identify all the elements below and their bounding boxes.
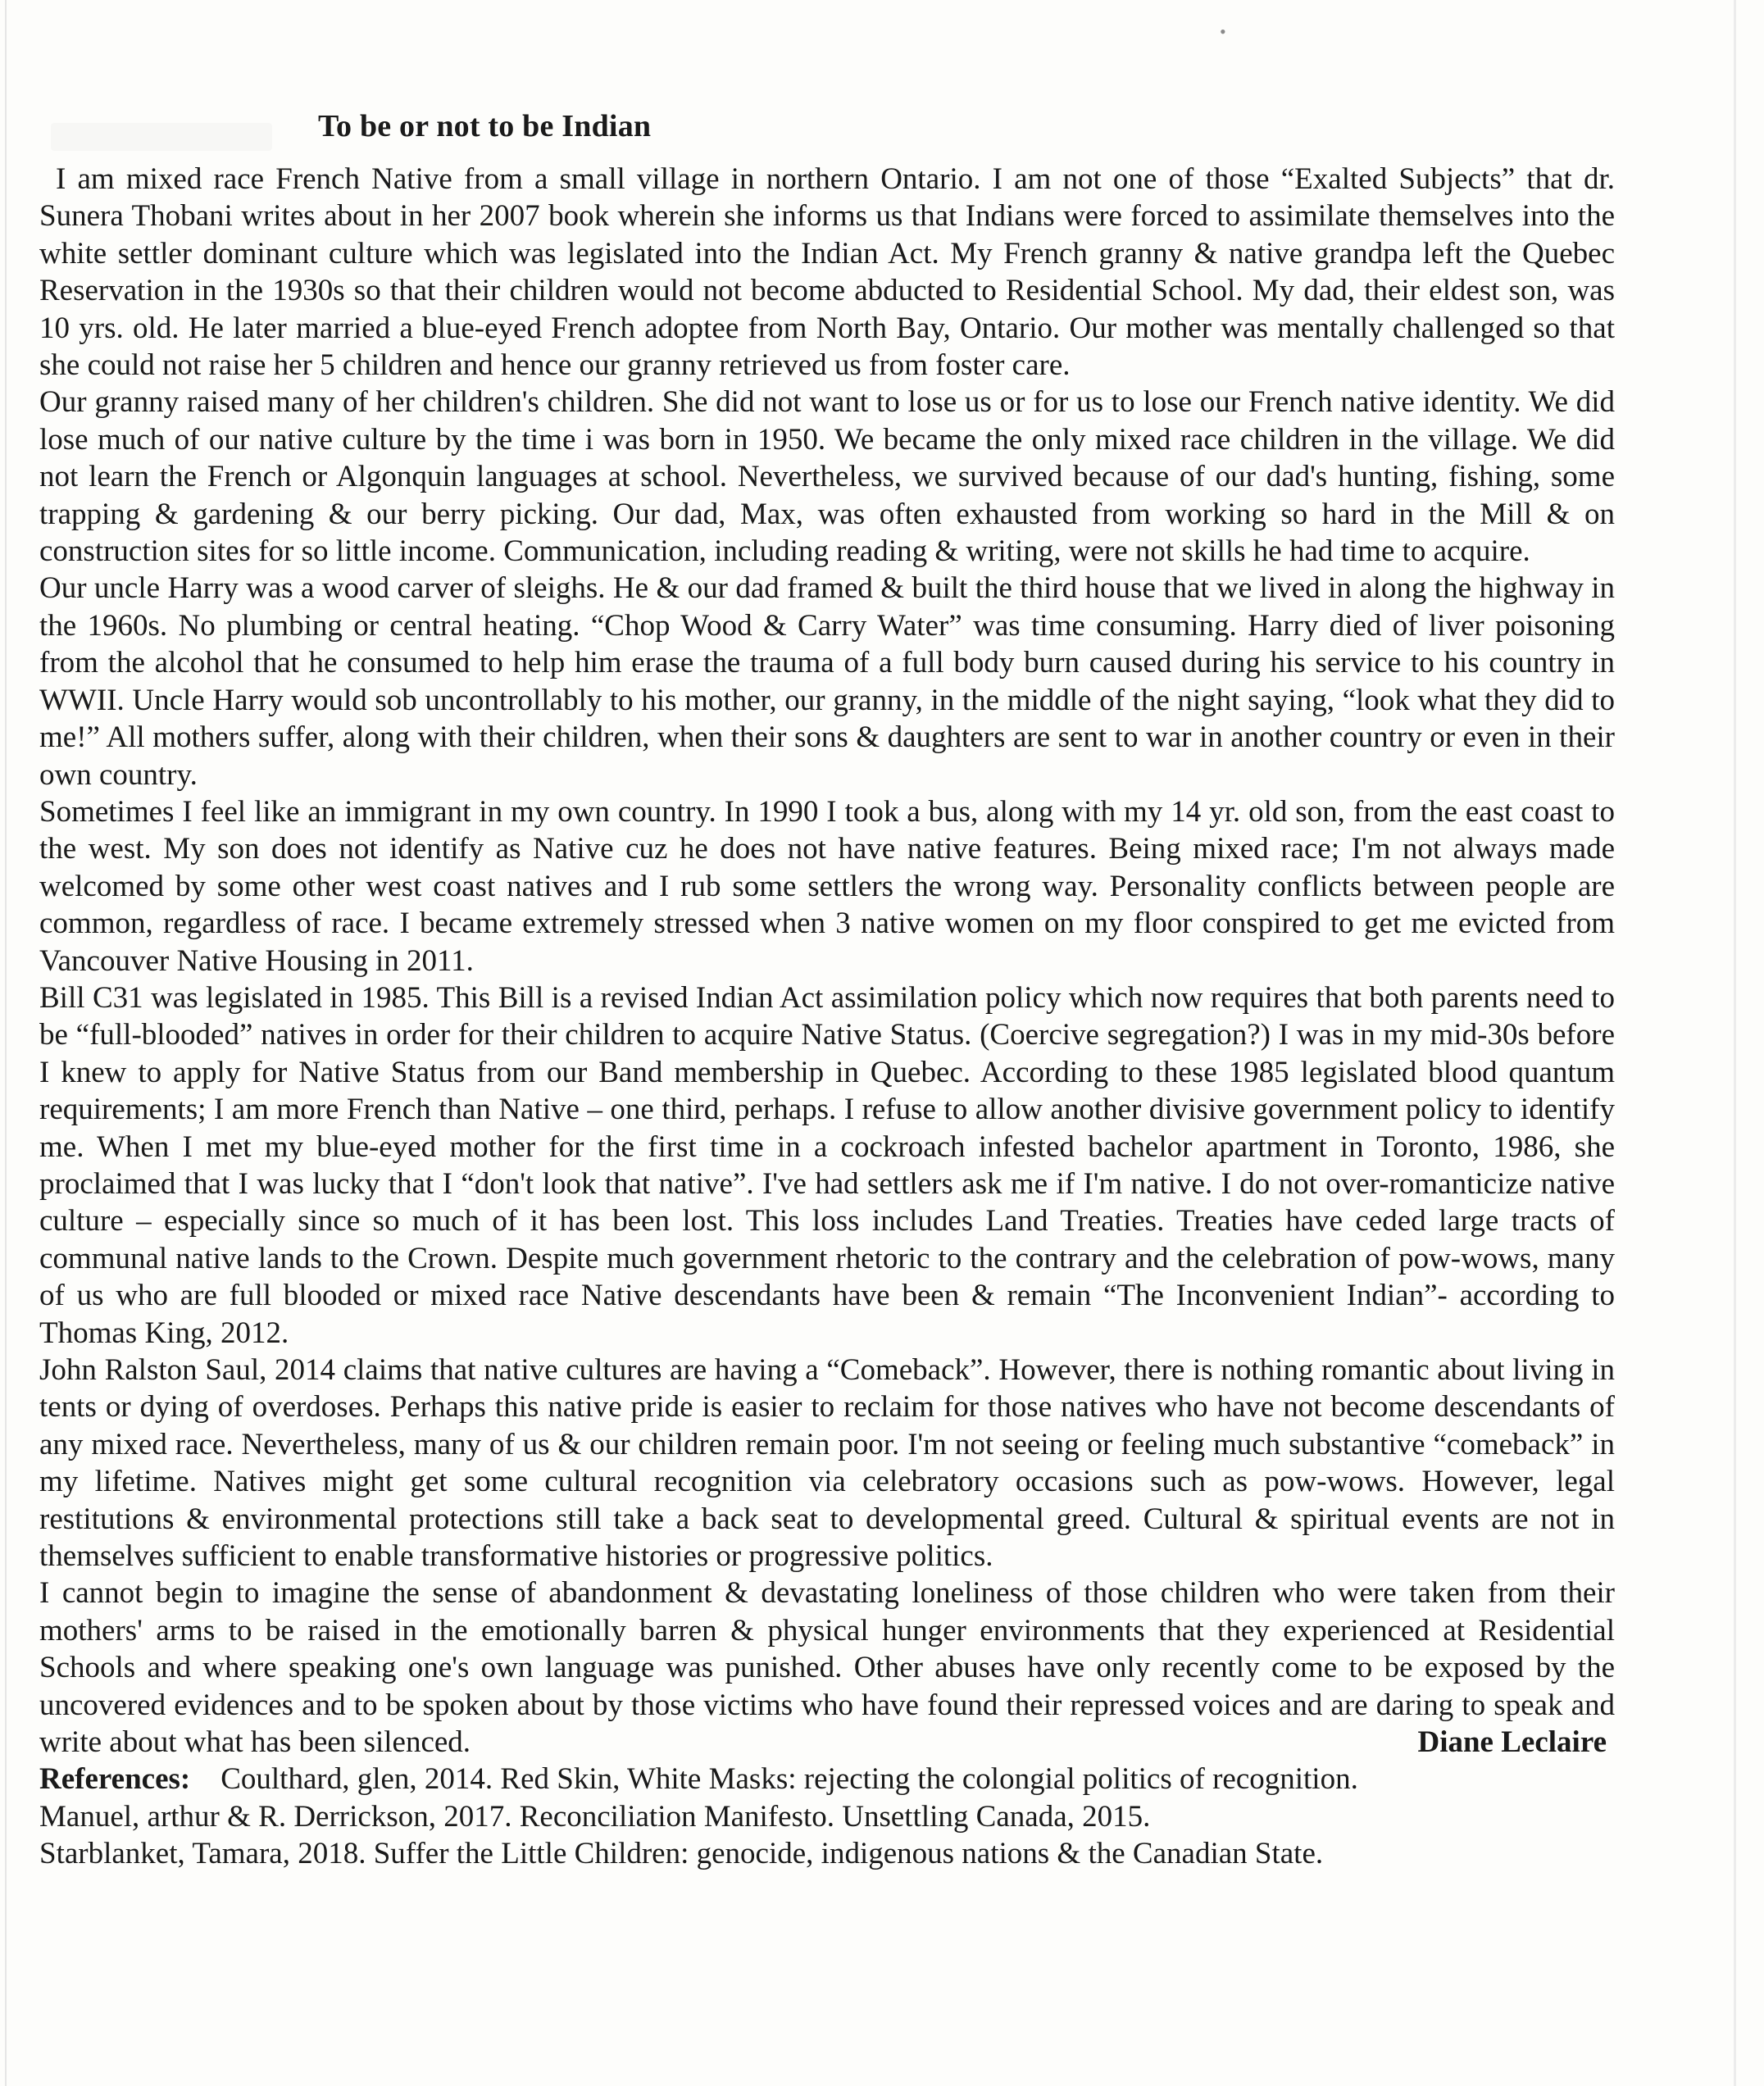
document-body <box>39 161 1615 1873</box>
document-title: To be or not to be Indian <box>318 109 652 143</box>
paragraph-3: Our uncle Harry was a wood carver of sleighs. He & our dad framed & built the third house that we lived in along the highway in the 1960s. No plumbing or central heating. “Chop Wood & Carry Water” was time consuming. Harry died of liver poisoning from the alcohol that he consumed to help him erase the trauma of a full body burn caused during his service to his country in WWII. Uncle Harry would sob uncontrollably to his mother, our granny, in the middle of the night saying, “look what they did to me!” All mothers suffer, along with their children, when their sons & daughters are sent to war in another country or even in their own country. <box>39 571 1615 792</box>
paragraph-2: Our granny raised many of her children's children. She did not want to lose us or for us to lose our French native identity. We did lose much of our native culture by the time i was born in 1950. We became the only mixed race children in the village. We did not learn the French or Algonquin languages at school. Nevertheless, we survived because of our dad's hunting, fishing, some trapping & gardening & our berry picking. Our dad, Max, was often exhausted from working so hard in the Mill & on construction sites for so little income. Communication, including reading & writing, were not skills he had time to acquire. <box>39 385 1615 569</box>
references-label-text: References <box>39 1762 180 1797</box>
reference-1 <box>39 1761 1615 1797</box>
bleed-through-mark <box>51 123 272 151</box>
paragraph-6: John Ralston Saul, 2014 claims that native cultures are having a “Comeback”. However, there is nothing romantic about living in tents or dying of overdoses. Perhaps this native pride is easier to reclaim for those natives who have not become descendants of any mixed race. Nevertheless, many of us & our children remain poor. I'm not seeing or feeling much substantive “comeback” in my lifetime. Natives might get some cultural recognition via celebratory occasions such as pow-wows. However, legal restitutions & environmental protections still take a back seat to developmental greed. Cultural & spiritual events are not in themselves sufficient to enable transformative histories or progressive politics. <box>39 1353 1615 1574</box>
paragraph-7-text: I cannot begin to imagine the sense of abandonment & devastating loneliness of those children who were taken from their mothers' arms to be raised in the emotionally barren & physical hunger environments that they experienced at Residential Schools and where speaking one's own language was punished. Other abuses have only recently come to be exposed by the uncovered evidences and to be spoken about by those victims who have found their repressed voices and are daring to speak and write about what has been silenced. <box>39 1576 1615 1760</box>
scan-speck: • <box>1220 21 1226 42</box>
author-name: Diane Leclaire <box>1417 1725 1607 1760</box>
paragraph-5: Bill C31 was legislated in 1985. This Bill is a revised Indian Act assimilation policy which now requires that both parents need to be “full-blooded” natives in order for their children to acquire Native Status. (Coercive segregation?) I was in my mid-30s before I knew to apply for Native Status from our Band membership in Quebec. According to these 1985 legislated blood quantum requirements; I am more French than Native – one third, perhaps. I refuse to allow another divisive government policy to identify me. When I met my blue-eyed mother for the first time in a cockroach infested bachelor apartment in Toronto, 1986, she proclaimed that I was lucky that I “don't look that native”. I've had settlers ask me if I'm native. I do not over-romanticize native culture – especially since so much of it has been lost. This loss includes Land Treaties. Treaties have ceded large tracts of communal native lands to the Crown. Despite much government rhetoric to the contrary and the celebration of pow-wows, many of us who are full blooded or mixed race Native descendants have been & remain “The Inconvenient Indian”- according to Thomas King, 2012. <box>39 980 1615 1350</box>
reference-1-text: Coulthard, glen, 2014. Red Skin, White Masks: rejecting the colongial politics of recognition. <box>220 1762 1358 1797</box>
references-label: References: <box>39 1762 191 1797</box>
reference-3: Starblanket, Tamara, 2018. Suffer the Little Children: genocide, indigenous nations & the Canadian State. <box>39 1837 1324 1871</box>
page-edge-left <box>5 0 7 2086</box>
reference-2: Manuel, arthur & R. Derrickson, 2017. Reconciliation Manifesto. Unsettling Canada, 2015. <box>39 1799 1151 1834</box>
paragraph-7 <box>39 1575 1615 1761</box>
page-edge-right <box>1734 0 1736 2086</box>
references-section <box>39 1761 1615 1872</box>
paragraph-1: I am mixed race French Native from a small village in northern Ontario. I am not one of those “Exalted Subjects” that dr. Sunera Thobani writes about in her 2007 book wherein she informs us that Indians were forced to assimilate themselves into the white settler dominant culture which was legislated into the Indian Act. My French granny & native grandpa left the Quebec Reservation in the 1930s so that their children would not become abducted to Residential School. My dad, their eldest son, was 10 yrs. old. He later married a blue-eyed French adoptee from North Bay, Ontario. Our mother was mentally challenged so that she could not raise her 5 children and hence our granny retrieved us from foster care. <box>39 162 1615 383</box>
paragraph-4: Sometimes I feel like an immigrant in my own country. In 1990 I took a bus, along with my 14 yr. old son, from the east coast to the west. My son does not identify as Native cuz he does not have native features. Being mixed race; I'm not always made welcomed by some other west coast natives and I rub some settlers the wrong way. Personality conflicts between people are common, regardless of race. I became extremely stressed when 3 native women on my floor conspired to get me evicted from Vancouver Native Housing in 2011. <box>39 794 1615 978</box>
